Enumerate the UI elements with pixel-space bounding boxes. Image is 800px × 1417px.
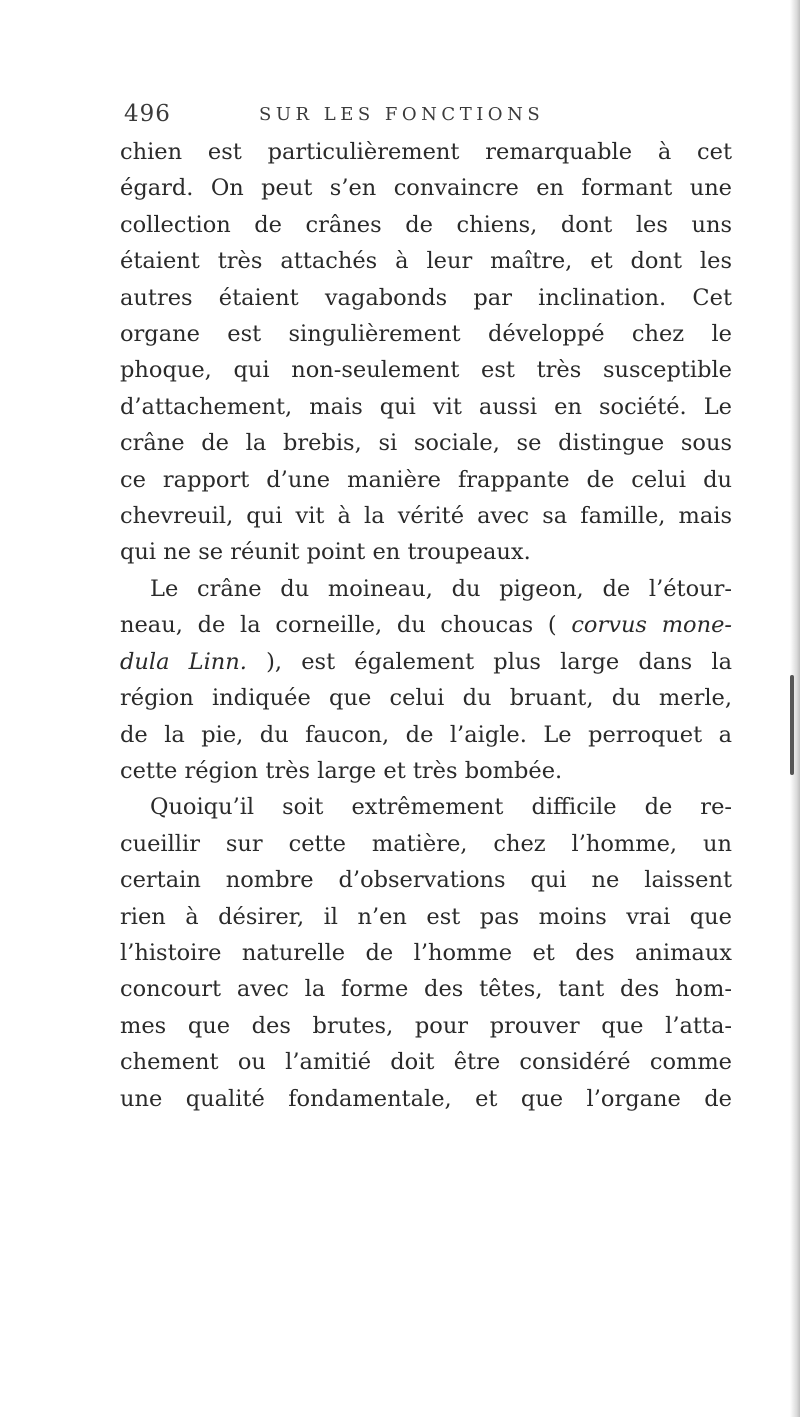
text-line: cueillir sur cette matière, chez l’homme, un [120,830,732,857]
paragraph-1 [120,134,732,571]
latin-species-name: corvus mone- [571,612,732,639]
latin-species-name: dula Linn. [120,648,247,675]
text-line: région indiquée que celui du bruant, du merle, [120,685,732,712]
text-segment: neau, de la corneille, du choucas ( [120,612,557,639]
text-segment: ), est également plus large dans la [266,648,732,675]
text-line: de la pie, du faucon, de l’aigle. Le perroquet a [120,721,732,748]
text-line: Quoiqu’il soit extrêmement difficile de re- [150,794,732,821]
text-line: égard. On peut s’en convaincre en formant une [120,175,732,202]
text-line: certain nombre d’observations qui ne laissent [120,867,732,894]
page-header [124,101,744,135]
text-line: d’attachement, mais qui vit aussi en société. Le [120,393,732,420]
running-title: SUR LES FONCTIONS [259,104,545,125]
text-line: l’histoire naturelle de l’homme et des animaux [120,939,732,966]
text-line: concourt avec la forme des têtes, tant des hom- [120,976,732,1003]
text-line: Le crâne du moineau, du pigeon, de l’étour- [150,575,732,602]
paragraph-2 [120,571,732,789]
page-number: 496 [124,101,171,127]
text-line: phoque, qui non-seulement est très susceptible [120,357,732,384]
paragraph-3 [120,789,732,1117]
text-line: ce rapport d’une manière frappante de celui du [120,466,732,493]
text-line: organe est singulièrement développé chez le [120,321,732,348]
text-line [120,644,732,680]
text-line: chement ou l’amitié doit être considéré comme [120,1049,732,1076]
text-line: qui ne se réunit point en troupeaux. [120,539,531,566]
text-line: étaient très attachés à leur maître, et dont les [120,248,732,275]
text-line [120,607,732,643]
text-line: rien à désirer, il n’en est pas moins vrai que [120,903,732,930]
text-line: crâne de la brebis, si sociale, se distingue sous [120,430,732,457]
text-line: chevreuil, qui vit à la vérité avec sa famille, mais [120,503,732,530]
body-text [120,134,732,1117]
text-line: collection de crânes de chiens, dont les uns [120,211,732,238]
page-edge-mark [790,675,794,775]
text-line: chien est particulièrement remarquable à cet [120,139,732,165]
text-line: autres étaient vagabonds par inclination. Cet [120,284,732,311]
text-line: mes que des brutes, pour prouver que l’atta- [120,1012,732,1039]
text-line: cette région très large et très bombée. [120,757,563,784]
text-line: une qualité fondamentale, et que l’organe de [120,1085,732,1112]
